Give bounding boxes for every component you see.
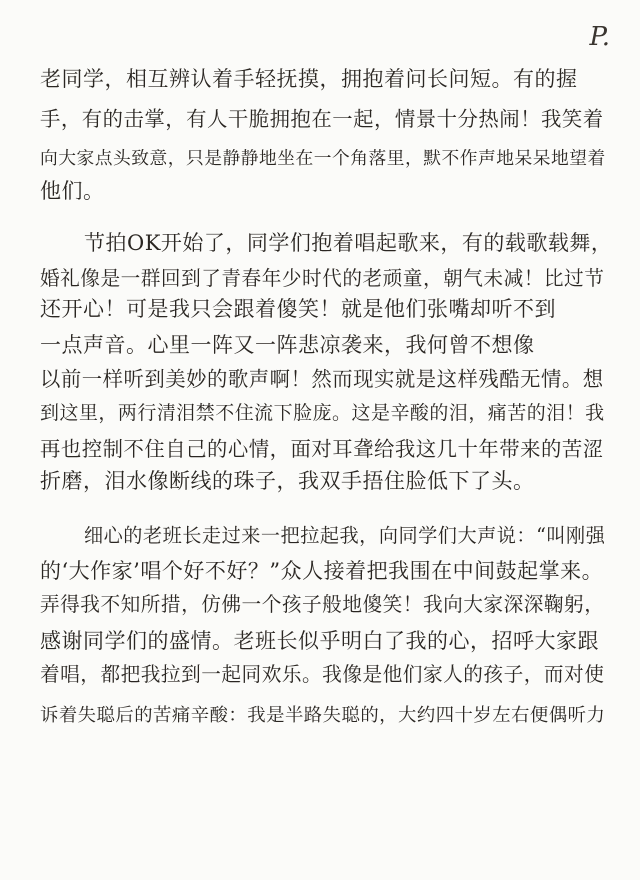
text-line: 节拍OK开始了，同学们抱着唱起歌来，有的载歌载舞， — [84, 231, 613, 255]
page-number: P. — [589, 22, 610, 52]
text-line: 婚礼像是一群回到了青春年少时代的老顽童，朝气未减！比过节 — [40, 267, 605, 290]
text-line: 他们。 — [40, 179, 105, 203]
text-line: 折磨，泪水像断线的珠子，我双手捂住脸低下了头。 — [40, 469, 535, 493]
text-line: 一点声音。心里一阵又一阵悲凉袭来，我何曾不想像 — [40, 333, 535, 357]
text-line: 感谢同学们的盛情。老班长似乎明白了我的心，招呼大家跟 — [40, 629, 599, 653]
text-line: 以前一样听到美妙的歌声啊！然而现实就是这样残酷无情。想 — [40, 367, 604, 391]
text-line: 手，有的击掌，有人干脆拥抱在一起，情景十分热闹！我笑着 — [40, 107, 604, 131]
text-line: 着唱，都把我拉到一起同欢乐。我像是他们家人的孩子，而对使 — [40, 663, 605, 686]
text-line: 老同学，相互辨认着手轻抚摸，拥抱着问长问短。有的握 — [40, 67, 578, 91]
text-line: 弄得我不知所措，仿佛一个孩子般地傻笑！我向大家深深鞠躬， — [40, 593, 605, 616]
text-line: 细心的老班长走过来一把拉起我，向同学们大声说：“叫刚强 — [84, 524, 606, 547]
text-line: 到这里，两行清泪禁不住流下脸庞。这是辛酸的泪，痛苦的泪！我 — [40, 402, 605, 424]
text-line: 再也控制不住自己的心情，面对耳聋给我这几十年带来的苦涩 — [40, 437, 604, 461]
text-line: 的‘大作家’唱个好不好？”众人接着把我围在中间鼓起掌来。 — [40, 559, 604, 583]
text-line: 向大家点头致意，只是静静地坐在一个角落里，默不作声地呆呆地望着 — [40, 149, 606, 169]
text-line: 诉着失聪后的苦痛辛酸：我是半路失聪的，大约四十岁左右便偶听力 — [40, 705, 606, 726]
text-line: 还开心！可是我只会跟着傻笑！就是他们张嘴却听不到 — [40, 297, 556, 321]
